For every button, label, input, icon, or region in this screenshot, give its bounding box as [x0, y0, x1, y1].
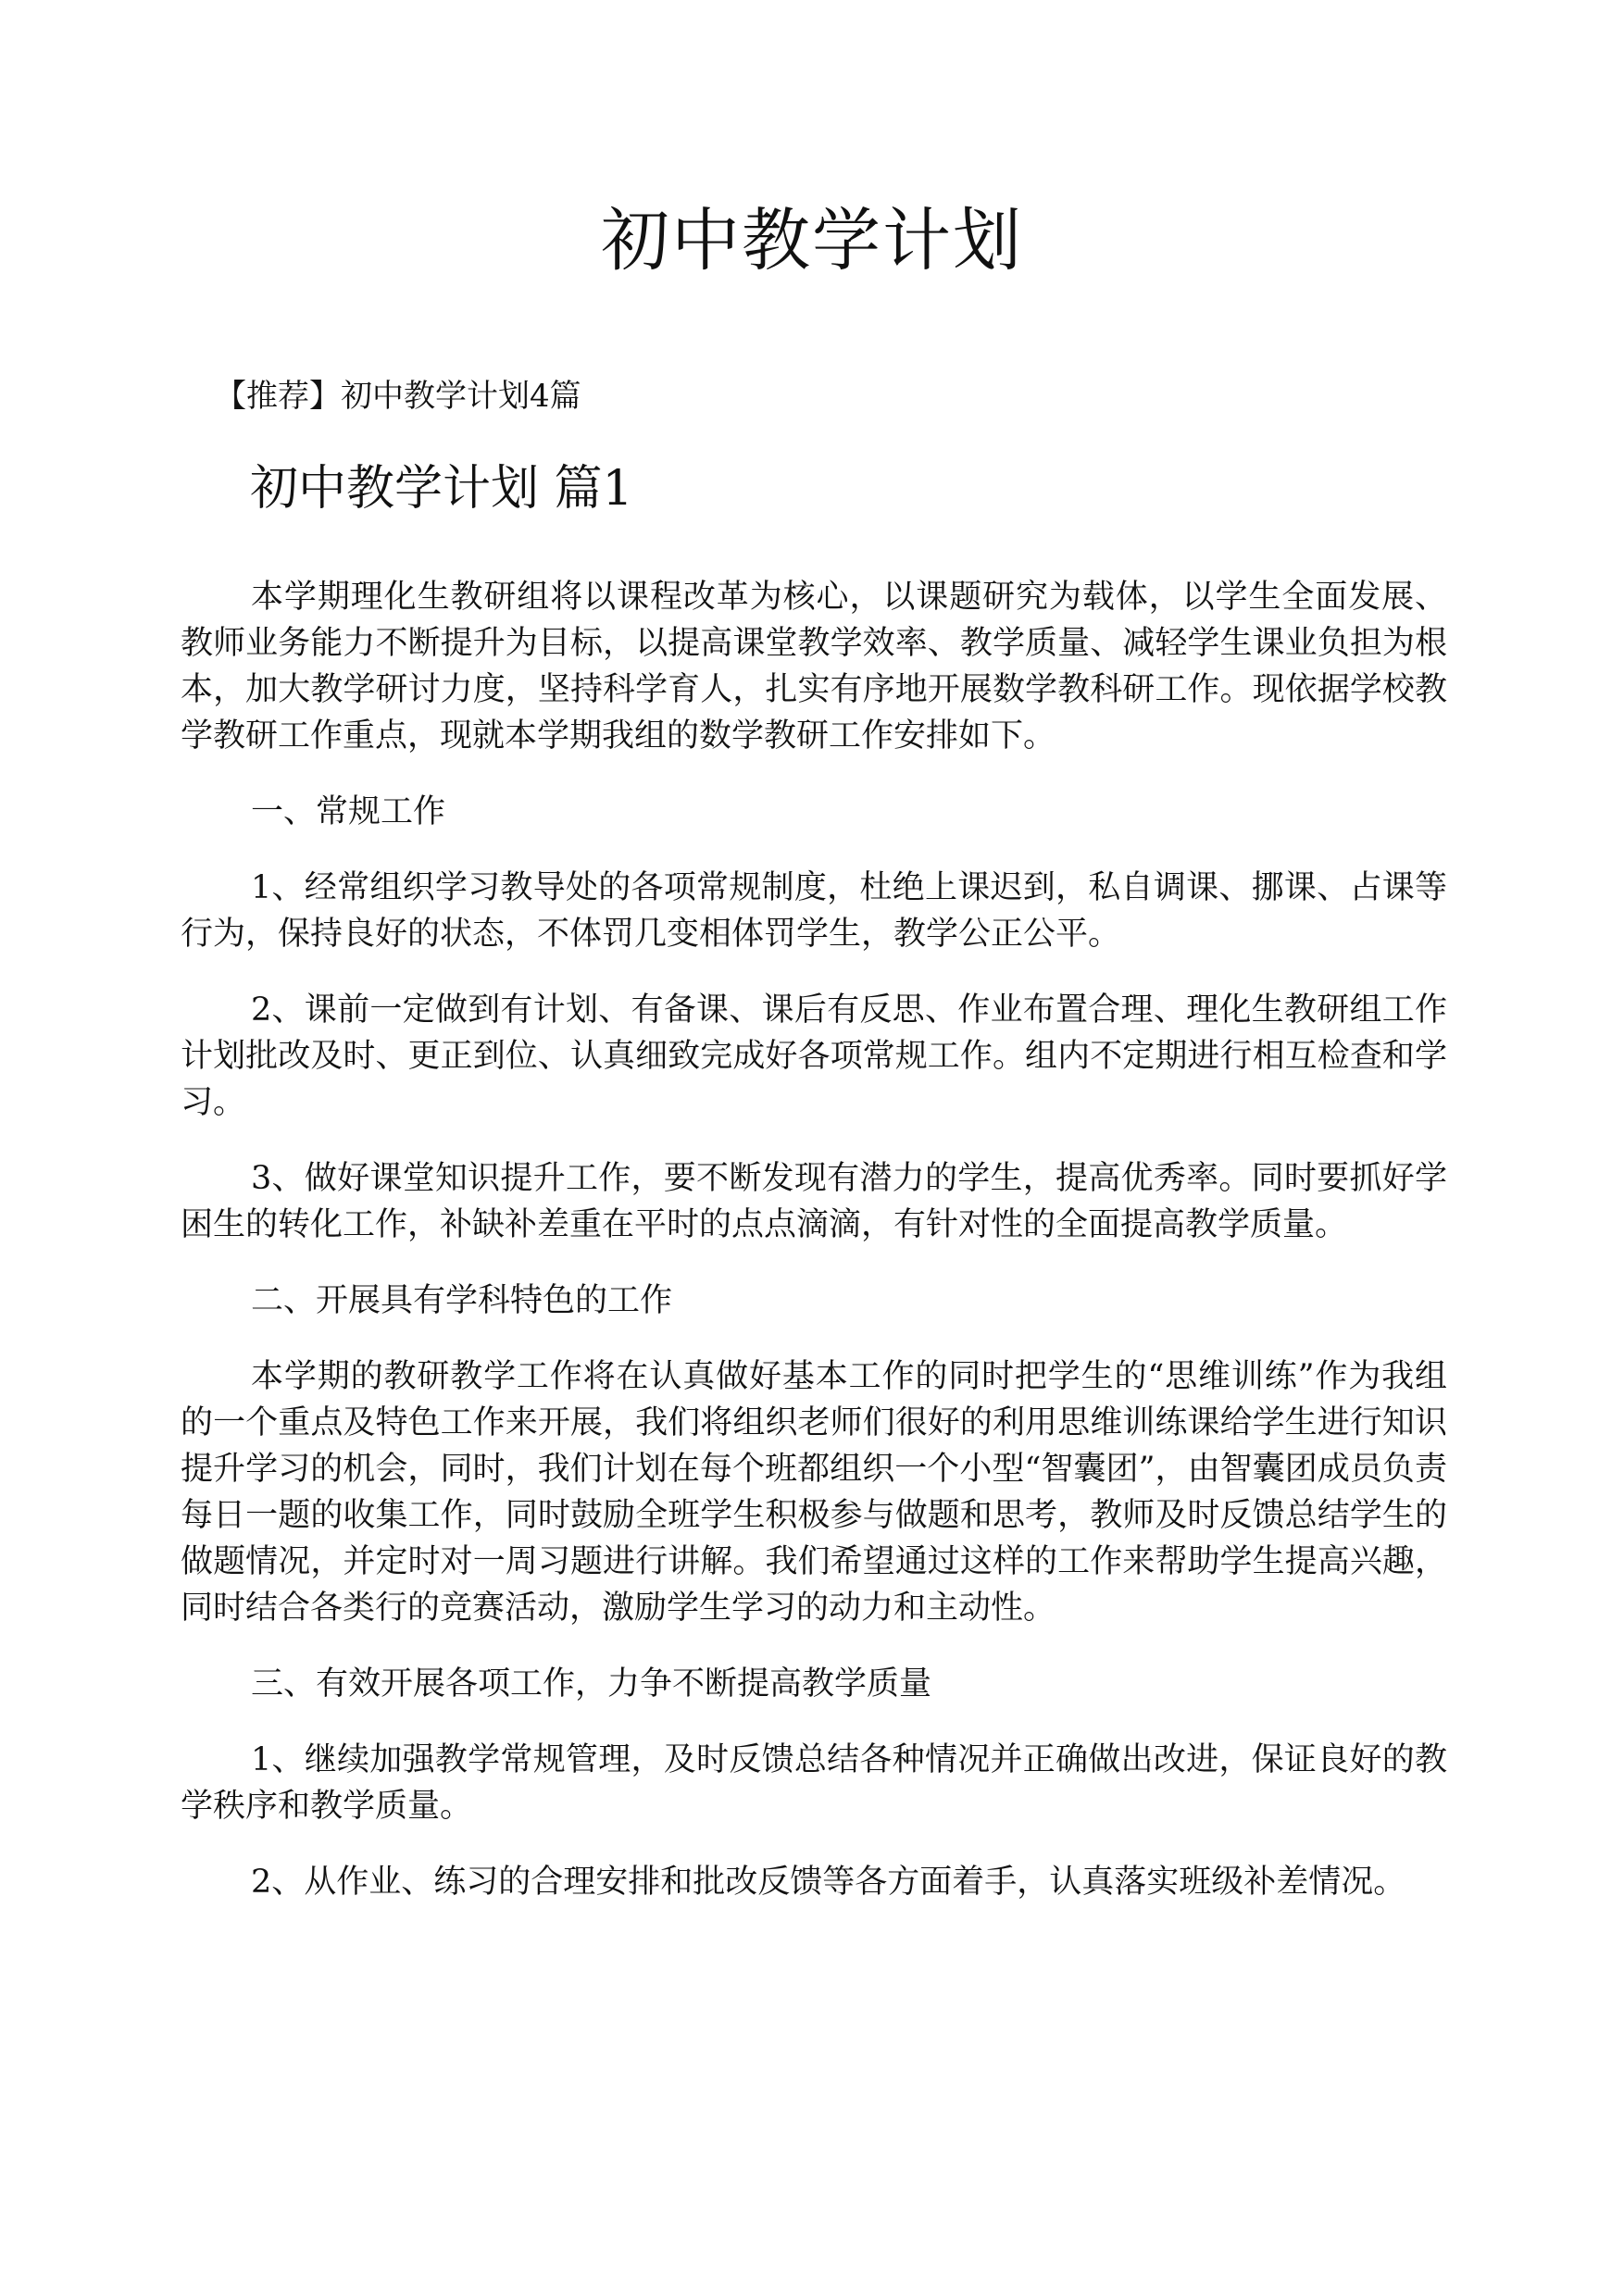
- intro-paragraph: 本学期理化生教研组将以课程改革为核心，以课题研究为载体，以学生全面发展、教师业务能力不断提升为目标，以提高课堂教学效率、教学质量、减轻学生课业负担为根本，加大教学研讨力度，坚持科学育人，扎实有序地开展数学教科研工作。现依据学校教学教研工作重点，现就本学期我组的数学教研工作安排如下。: [181, 579, 1447, 755]
- document-subtitle: 【推荐】初中教学计划4篇: [215, 378, 581, 415]
- heading-special-work: 二、开展具有学科特色的工作: [251, 1282, 673, 1319]
- routine-item-2: 2、课前一定做到有计划、有备课、课后有反思、作业布置合理、理化生教研组工作计划批改及时、更正到位、认真细致完成好各项常规工作。组内不定期进行相互检查和学习。: [181, 992, 1447, 1121]
- routine-item-1: 1、经常组织学习教导处的各项常规制度，杜绝上课迟到，私自调课、挪课、占课等行为，保持良好的状态，不体罚几变相体罚学生，教学公正公平。: [181, 869, 1447, 953]
- quality-item-2: 2、从作业、练习的合理安排和批改反馈等各方面着手，认真落实班级补差情况。: [251, 1864, 1406, 1901]
- section-heading: 初中教学计划 篇1: [250, 461, 633, 517]
- quality-item-1: 1、继续加强教学常规管理，及时反馈总结各种情况并正确做出改进，保证良好的教学秩序和教学质量。: [181, 1741, 1447, 1825]
- heading-routine-work: 一、常规工作: [251, 793, 446, 830]
- document-title: 初中教学计划: [601, 201, 1023, 281]
- routine-item-3: 3、做好课堂知识提升工作，要不断发现有潜力的学生，提高优秀率。同时要抓好学困生的转化工作，补缺补差重在平时的点点滴滴，有针对性的全面提高教学质量。: [181, 1160, 1447, 1243]
- special-work-paragraph: 本学期的教研教学工作将在认真做好基本工作的同时把学生的“思维训练”作为我组的一个重点及特色工作来开展，我们将组织老师们很好的利用思维训练课给学生进行知识提升学习的机会，同时，我们计划在每个班都组织一个小型“智囊团”，由智囊团成员负责每日一题的收集工作，同时鼓励全班学生积极参与做题和思考，教师及时反馈总结学生的做题情况，并定时对一周习题进行讲解。我们希望通过这样的工作来帮助学生提高兴趣，同时结合各类行的竞赛活动，激励学生学习的动力和主动性。: [181, 1358, 1447, 1627]
- document-body: [181, 574, 1447, 1935]
- heading-quality-work: 三、有效开展各项工作，力争不断提高教学质量: [251, 1665, 932, 1703]
